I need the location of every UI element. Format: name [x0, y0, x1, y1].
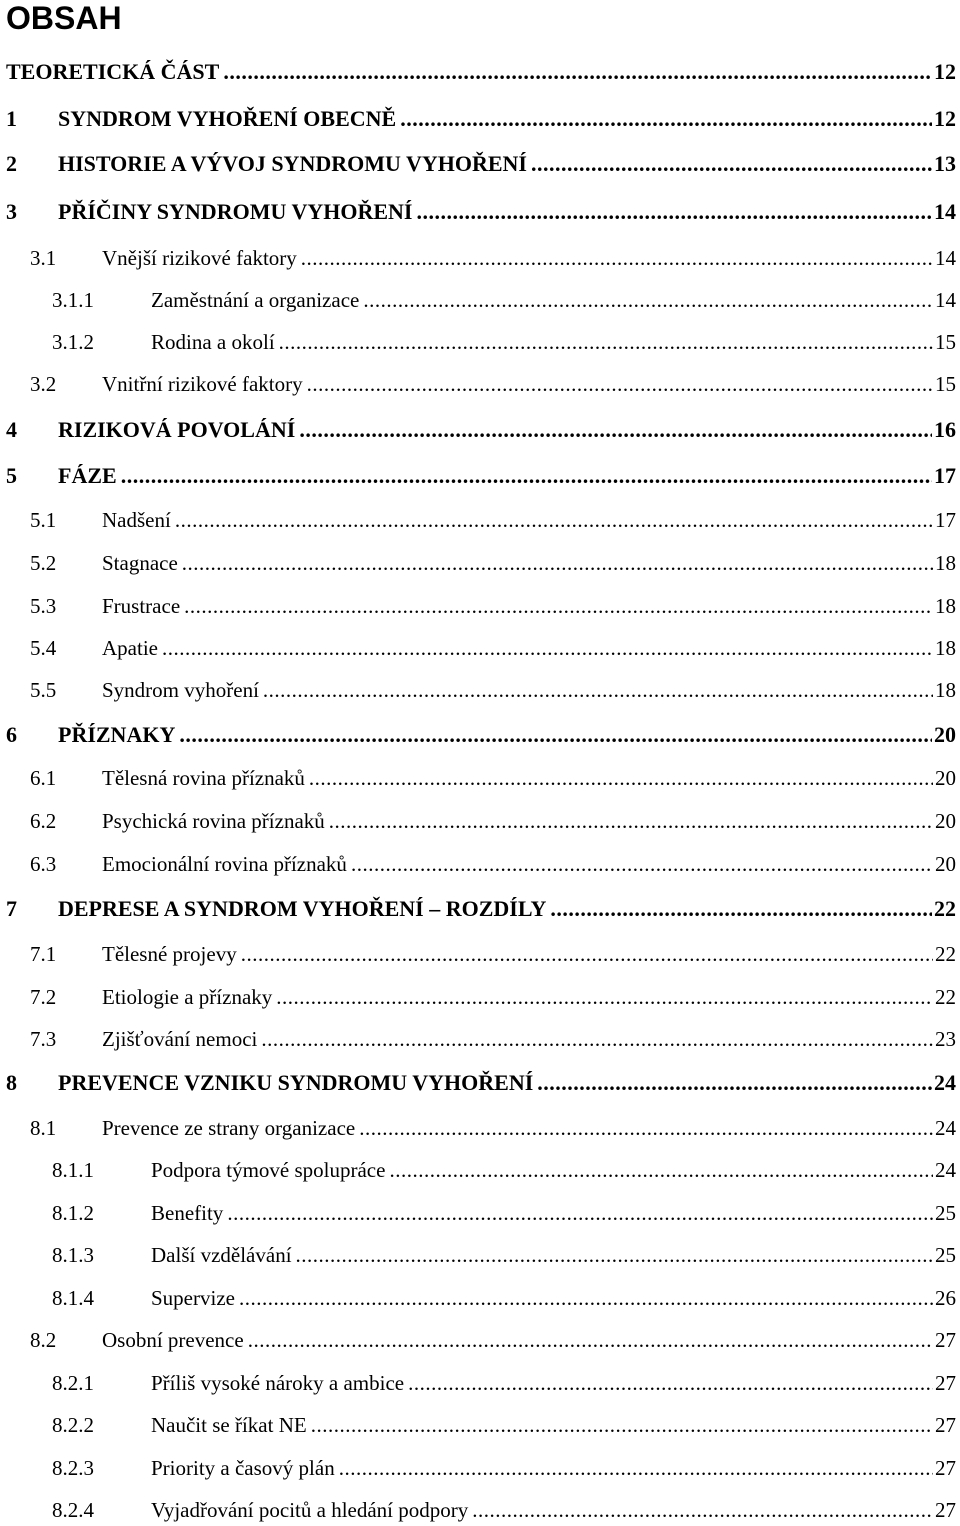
toc-entry-number: 7.1 — [30, 942, 57, 966]
toc-entry-label: Rodina a okolí — [151, 330, 275, 354]
toc-entry-number: 8.2.1 — [52, 1371, 94, 1395]
toc-entry[interactable] — [30, 1324, 956, 1356]
dot-leader — [239, 1282, 933, 1314]
dot-leader — [227, 1197, 933, 1229]
toc-entry-page-number: 20 — [935, 852, 956, 876]
toc-entry-number: 7.3 — [30, 1027, 57, 1051]
dot-leader — [279, 326, 933, 358]
toc-entry-page-number: 27 — [935, 1456, 956, 1480]
dot-leader — [472, 1494, 933, 1526]
dot-leader — [296, 1239, 933, 1271]
toc-entry-label: Stagnace — [102, 551, 178, 575]
toc-entry-page-number: 22 — [935, 985, 956, 1009]
toc-entry-page-number: 27 — [935, 1498, 956, 1522]
dot-leader — [299, 414, 932, 446]
toc-entry-number: 6 — [6, 722, 17, 747]
toc-entry-number: 8.1.4 — [52, 1286, 94, 1310]
toc-entry-label: Zaměstnání a organizace — [151, 288, 360, 312]
toc-entry[interactable] — [52, 1494, 956, 1526]
toc-entry-page-number: 16 — [934, 417, 956, 442]
toc-entry-label: Prevence ze strany organizace — [102, 1116, 356, 1140]
toc-entry-number: 3.1.1 — [52, 288, 94, 312]
toc-entry-label: Psychická rovina příznaků — [102, 809, 325, 833]
toc-entry[interactable] — [52, 284, 956, 316]
toc-entry-number: 7 — [6, 896, 17, 921]
toc-entry[interactable] — [30, 938, 956, 970]
toc-entry-number: 1 — [6, 106, 17, 131]
toc-entry-number: 3.1.2 — [52, 330, 94, 354]
toc-entry-page-number: 22 — [935, 942, 956, 966]
toc-entry-page-number: 14 — [935, 246, 956, 270]
toc-entry-label: HISTORIE A VÝVOJ SYNDROMU VYHOŘENÍ — [58, 151, 527, 176]
toc-entry-label: PŘÍZNAKY — [58, 722, 176, 747]
toc-entry-number: 6.1 — [30, 766, 57, 790]
dot-leader — [359, 1112, 933, 1144]
dot-leader — [329, 805, 933, 837]
dot-leader — [179, 719, 932, 751]
toc-entry-number: 5.2 — [30, 551, 57, 575]
toc-entry[interactable] — [52, 326, 956, 358]
toc-entry-label: Apatie — [102, 636, 158, 660]
toc-entry[interactable] — [30, 981, 956, 1013]
dot-leader — [309, 762, 933, 794]
toc-entry-page-number: 18 — [935, 594, 956, 618]
toc-entry-number: 5.4 — [30, 636, 57, 660]
dot-leader — [339, 1452, 933, 1484]
toc-entry-page-number: 17 — [935, 508, 956, 532]
dot-leader — [261, 1023, 933, 1055]
toc-entry[interactable] — [30, 504, 956, 536]
dot-leader — [301, 242, 933, 274]
dot-leader — [276, 981, 933, 1013]
toc-entry-label: TEORETICKÁ ČÁST — [6, 59, 220, 84]
toc-entry-label: Frustrace — [102, 594, 181, 618]
toc-entry-label: Vnitřní rizikové faktory — [102, 372, 303, 396]
toc-entry[interactable] — [30, 1112, 956, 1144]
toc-entry[interactable] — [6, 196, 956, 228]
toc-entry-page-number: 27 — [935, 1371, 956, 1395]
toc-entry[interactable] — [52, 1282, 956, 1314]
toc-entry-page-number: 24 — [935, 1116, 956, 1140]
toc-entry-number: 5.5 — [30, 678, 57, 702]
toc-entry[interactable] — [30, 590, 956, 622]
dot-leader — [531, 148, 932, 180]
toc-entry-label: Emocionální rovina příznaků — [102, 852, 347, 876]
dot-leader — [389, 1154, 933, 1186]
toc-entry-page-number: 15 — [935, 372, 956, 396]
toc-entry-label: Etiologie a příznaky — [102, 985, 273, 1009]
toc-entry-number: 8.2.4 — [52, 1498, 94, 1522]
toc-entry-number: 5.3 — [30, 594, 57, 618]
toc-entry-label: PŘÍČINY SYNDROMU VYHOŘENÍ — [58, 199, 413, 224]
toc-entry-page-number: 18 — [935, 636, 956, 660]
toc-entry-label: Vnější rizikové faktory — [102, 246, 297, 270]
toc-entry-page-number: 25 — [935, 1201, 956, 1225]
toc-entry-label: Priority a časový plán — [151, 1456, 335, 1480]
dot-leader — [550, 893, 932, 925]
toc-entry[interactable] — [52, 1367, 956, 1399]
toc-entry[interactable] — [52, 1239, 956, 1271]
toc-entry-label: Naučit se říkat NE — [151, 1413, 307, 1437]
toc-entry-label: Příliš vysoké nároky a ambice — [151, 1371, 405, 1395]
toc-entry-page-number: 26 — [935, 1286, 956, 1310]
toc-entry-label: DEPRESE A SYNDROM VYHOŘENÍ – ROZDÍLY — [58, 896, 547, 921]
toc-entry-label: Další vzdělávání — [151, 1243, 292, 1267]
toc-entry-number: 8 — [6, 1070, 17, 1095]
toc-entry-number: 3.1 — [30, 246, 57, 270]
toc-entry-label: Tělesná rovina příznaků — [102, 766, 305, 790]
toc-entry-label: Supervize — [151, 1286, 235, 1310]
dot-leader — [184, 590, 933, 622]
toc-entry-page-number: 18 — [935, 678, 956, 702]
toc-entry-page-number: 24 — [934, 1070, 956, 1095]
toc-entry[interactable] — [6, 893, 956, 925]
dot-leader — [537, 1067, 932, 1099]
toc-entry-label: Osobní prevence — [102, 1328, 244, 1352]
toc-entry-page-number: 22 — [934, 896, 956, 921]
toc-entry-number: 8.1.1 — [52, 1158, 94, 1182]
toc-entry-page-number: 23 — [935, 1027, 956, 1051]
toc-entry[interactable] — [30, 674, 956, 706]
toc-entry-page-number: 18 — [935, 551, 956, 575]
dot-leader — [311, 1409, 933, 1441]
toc-entry-number: 5 — [6, 463, 17, 488]
page-title: OBSAH — [6, 0, 122, 36]
toc-entry-number: 5.1 — [30, 508, 57, 532]
toc-entry-label: Benefity — [151, 1201, 224, 1225]
dot-leader — [223, 56, 932, 88]
toc-entry-number: 8.1 — [30, 1116, 57, 1140]
toc-entry[interactable] — [52, 1197, 956, 1229]
toc-entry-number: 2 — [6, 151, 17, 176]
dot-leader — [248, 1324, 933, 1356]
toc-entry-page-number: 20 — [935, 766, 956, 790]
toc-entry-label: Zjišťování nemoci — [102, 1027, 258, 1051]
dot-leader — [175, 504, 933, 536]
toc-entry-page-number: 24 — [935, 1158, 956, 1182]
toc-entry-page-number: 27 — [935, 1413, 956, 1437]
toc-entry[interactable] — [30, 547, 956, 579]
toc-entry[interactable] — [30, 632, 956, 664]
toc-entry-number: 8.1.2 — [52, 1201, 94, 1225]
toc-entry-label: Vyjadřování pocitů a hledání podpory — [151, 1498, 469, 1522]
toc-entry-label: RIZIKOVÁ POVOLÁNÍ — [58, 417, 296, 442]
dot-leader — [263, 674, 933, 706]
dot-leader — [363, 284, 933, 316]
toc-entry-page-number: 17 — [934, 463, 956, 488]
toc-entry-page-number: 14 — [935, 288, 956, 312]
toc-entry-label: Podpora týmové spolupráce — [151, 1158, 386, 1182]
toc-entry-number: 3.2 — [30, 372, 57, 396]
toc-entry-number: 8.1.3 — [52, 1243, 94, 1267]
toc-entry[interactable] — [52, 1154, 956, 1186]
toc-entry[interactable] — [52, 1452, 956, 1484]
toc-entry[interactable] — [30, 1023, 956, 1055]
toc-entry-number: 3 — [6, 199, 17, 224]
dot-leader — [400, 103, 932, 135]
dot-leader — [182, 547, 933, 579]
toc-entry-label: Tělesné projevy — [102, 942, 237, 966]
dot-leader — [121, 460, 932, 492]
dot-leader — [416, 196, 932, 228]
toc-entry-page-number: 14 — [934, 199, 956, 224]
toc-entry[interactable] — [52, 1409, 956, 1441]
toc-entry-page-number: 20 — [935, 809, 956, 833]
toc-entry-number: 7.2 — [30, 985, 57, 1009]
toc-entry[interactable] — [30, 848, 956, 880]
toc-entry-page-number: 12 — [934, 106, 956, 131]
toc-entry-label: Nadšení — [102, 508, 171, 532]
toc-entry-label: Syndrom vyhoření — [102, 678, 259, 702]
toc-entry[interactable] — [6, 414, 956, 446]
dot-leader — [241, 938, 933, 970]
toc-entry-page-number: 15 — [935, 330, 956, 354]
toc-entry[interactable] — [6, 148, 956, 180]
dot-leader — [307, 368, 933, 400]
toc-entry[interactable] — [6, 103, 956, 135]
toc-entry[interactable] — [6, 1067, 956, 1099]
dot-leader — [408, 1367, 933, 1399]
toc-entry[interactable] — [30, 242, 956, 274]
toc-entry-number: 8.2.3 — [52, 1456, 94, 1480]
toc-entry-number: 4 — [6, 417, 17, 442]
toc-entry[interactable] — [6, 460, 956, 492]
toc-entry-label: FÁZE — [58, 463, 117, 488]
toc-entry[interactable] — [6, 719, 956, 751]
toc-entry[interactable] — [30, 368, 956, 400]
toc-entry-page-number: 27 — [935, 1328, 956, 1352]
toc-entry-label: PREVENCE VZNIKU SYNDROMU VYHOŘENÍ — [58, 1070, 534, 1095]
toc-entry[interactable] — [6, 56, 956, 88]
toc-entry-page-number: 12 — [934, 59, 956, 84]
toc-entry-number: 6.3 — [30, 852, 57, 876]
toc-entry[interactable] — [30, 805, 956, 837]
dot-leader — [351, 848, 933, 880]
toc-entry-number: 8.2 — [30, 1328, 57, 1352]
dot-leader — [162, 632, 933, 664]
toc-entry-page-number: 13 — [934, 151, 956, 176]
toc-entry-number: 6.2 — [30, 809, 57, 833]
toc-entry-page-number: 20 — [934, 722, 956, 747]
toc-entry-number: 8.2.2 — [52, 1413, 94, 1437]
toc-entry-page-number: 25 — [935, 1243, 956, 1267]
toc-entry-label: SYNDROM VYHOŘENÍ OBECNĚ — [58, 106, 397, 131]
toc-entry[interactable] — [30, 762, 956, 794]
